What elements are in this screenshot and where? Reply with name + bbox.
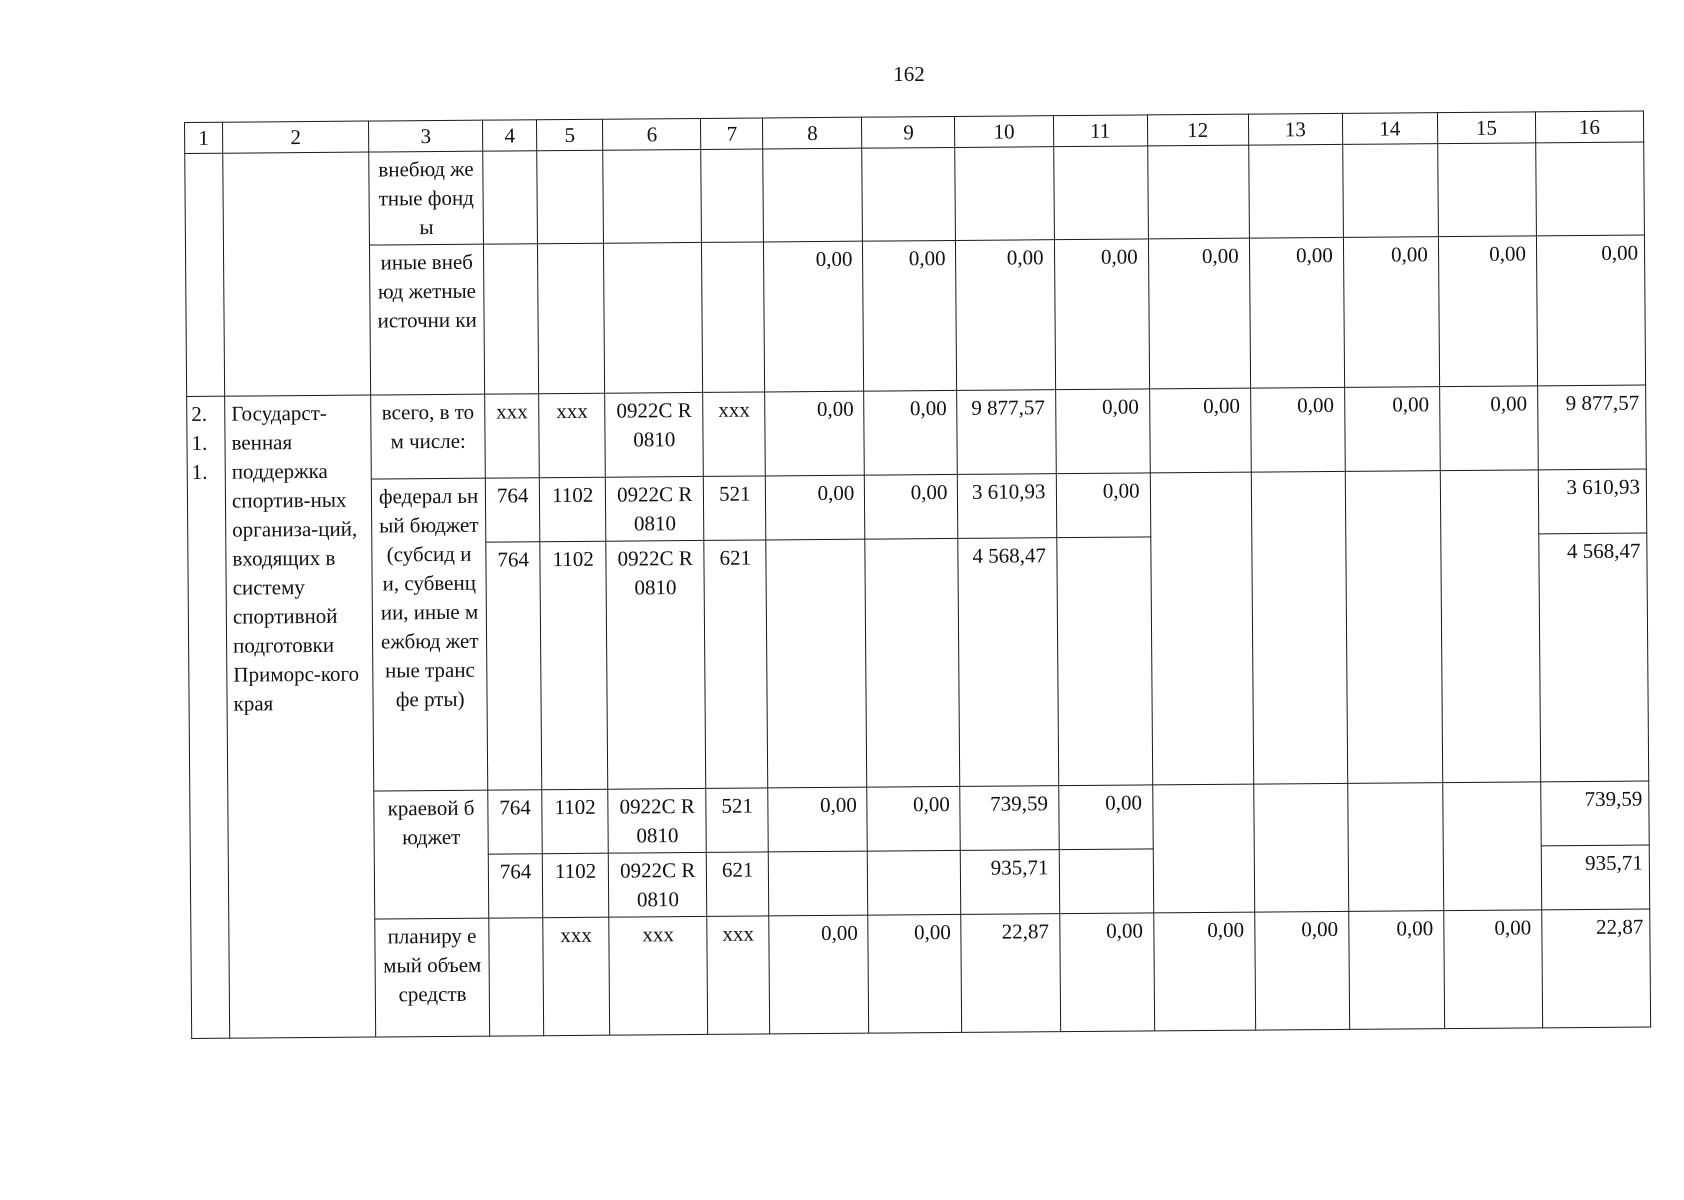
amount-cell: 0,00 xyxy=(765,391,865,476)
table-cell xyxy=(1443,782,1542,911)
table-cell xyxy=(484,244,539,394)
amount-cell: 3 610,93 xyxy=(1538,469,1647,534)
amount-cell: 0,00 xyxy=(769,915,869,1034)
code-cell: 764 xyxy=(488,790,543,854)
header-cell: 4 xyxy=(483,120,537,151)
header-cell: 6 xyxy=(603,118,701,150)
header-cell: 1 xyxy=(185,122,223,153)
amount-cell: 0,00 xyxy=(764,241,864,392)
code-cell: 1102 xyxy=(540,477,607,542)
table-cell xyxy=(603,149,702,243)
amount-cell: 3 610,93 xyxy=(958,474,1057,539)
table-cell xyxy=(1437,143,1536,237)
funding-source-cell: планиру емый объем средств xyxy=(375,918,490,1037)
amount-cell: 0,00 xyxy=(1054,239,1149,390)
funding-source-cell: федерал ьный бюджет (субсид ии, субвенц ии, иные межбюд жетные трансфе рты) xyxy=(371,478,488,791)
code-cell: 621 xyxy=(707,852,770,916)
table-cell xyxy=(1150,472,1254,785)
table-cell xyxy=(955,147,1054,241)
amount-cell: 4 568,47 xyxy=(1539,533,1649,782)
code-cell: 621 xyxy=(704,540,768,788)
funding-source-cell: внебюд жетные фонды xyxy=(369,151,484,245)
amount-cell: 739,59 xyxy=(960,786,1059,851)
amount-cell: 0,00 xyxy=(766,475,866,540)
table-row-federal-521 xyxy=(187,469,1646,544)
row-name-cell-empty xyxy=(223,152,371,396)
funding-source-cell: всего, в том числе: xyxy=(371,394,486,479)
table-row-vnebudg-fondy xyxy=(185,142,1645,246)
table-cell xyxy=(769,851,869,916)
table-cell xyxy=(1347,783,1443,912)
code-cell: xxx xyxy=(707,916,770,1034)
code-cell: 1102 xyxy=(542,853,609,918)
amount-cell: 0,00 xyxy=(1250,387,1345,472)
code-cell: xxx xyxy=(543,917,610,1036)
amount-cell: 0,00 xyxy=(956,240,1055,391)
amount-cell: 935,71 xyxy=(961,850,1060,915)
code-cell: 0922C R0810 xyxy=(606,540,706,789)
amount-cell: 0,00 xyxy=(1056,473,1151,538)
amount-cell: 0,00 xyxy=(1249,237,1344,388)
code-cell: 521 xyxy=(706,788,769,852)
amount-cell: 9 877,57 xyxy=(957,390,1056,475)
table-cell xyxy=(604,242,703,393)
table-row-vsego xyxy=(187,385,1647,480)
code-cell: 0922C R0810 xyxy=(606,476,705,541)
amount-cell: 0,00 xyxy=(867,786,961,851)
header-cell: 13 xyxy=(1248,113,1342,145)
amount-cell: 0,00 xyxy=(1058,785,1153,850)
amount-cell: 0,00 xyxy=(865,474,959,539)
table-cell xyxy=(868,850,962,915)
amount-cell: 0,00 xyxy=(1254,911,1349,1030)
table-cell xyxy=(763,148,863,242)
row-number-cell-empty xyxy=(185,153,225,396)
amount-cell: 0,00 xyxy=(1536,235,1645,386)
amount-cell: 0,00 xyxy=(863,240,957,391)
funding-source-cell: иные внебюд жетные источни ки xyxy=(370,244,485,395)
table-cell xyxy=(1342,144,1438,238)
header-cell: 8 xyxy=(763,117,862,149)
table-cell xyxy=(702,242,765,392)
amount-cell: 0,00 xyxy=(1148,238,1250,389)
code-cell: 764 xyxy=(486,542,542,790)
header-cell: 2 xyxy=(223,121,369,153)
header-cell: 5 xyxy=(537,119,603,151)
amount-cell: 935,71 xyxy=(1541,845,1650,910)
table-cell xyxy=(1059,849,1154,914)
header-cell: 11 xyxy=(1053,115,1147,147)
table-cell xyxy=(865,538,960,787)
code-cell: 0922C R0810 xyxy=(609,852,708,917)
page-number: 162 xyxy=(893,62,925,86)
amount-cell: 9 877,57 xyxy=(1537,385,1646,470)
table-cell xyxy=(1147,145,1249,239)
table-cell xyxy=(537,150,604,244)
amount-cell: 0,00 xyxy=(1444,910,1543,1029)
amount-cell: 4 568,47 xyxy=(958,538,1058,787)
table-cell xyxy=(701,149,764,242)
amount-cell: 0,00 xyxy=(1055,389,1150,474)
funding-source-cell: краевой бюджет xyxy=(374,790,489,919)
table-cell xyxy=(1440,470,1541,783)
budget-table xyxy=(184,111,1651,1039)
table-row-kraevoy-521 xyxy=(190,781,1649,856)
amount-cell: 0,00 xyxy=(1348,911,1444,1030)
code-cell: xxx xyxy=(703,392,766,476)
amount-cell: 0,00 xyxy=(1439,386,1538,471)
item-name-cell: Государст-венная поддержка спортив-ных организа-ций, входящих в систему спортивной подготовки Приморс-кого края xyxy=(225,395,376,1038)
code-cell: 1102 xyxy=(540,541,608,790)
amount-cell: 0,00 xyxy=(768,787,868,852)
header-cell: 7 xyxy=(701,118,763,149)
table-cell xyxy=(1248,144,1343,238)
table-cell xyxy=(483,151,538,244)
table-row-inye-vnebudg xyxy=(185,235,1645,396)
amount-cell: 0,00 xyxy=(1344,387,1440,472)
header-cell: 10 xyxy=(955,116,1053,148)
table-cell xyxy=(1536,142,1645,236)
amount-cell: 0,00 xyxy=(1153,912,1255,1031)
header-cell: 3 xyxy=(369,120,483,152)
amount-cell: 0,00 xyxy=(1149,388,1251,473)
table-cell xyxy=(1253,783,1348,912)
code-cell: xxx xyxy=(539,393,606,478)
amount-cell: 22,87 xyxy=(1542,909,1651,1028)
code-cell: 0922C R0810 xyxy=(608,788,707,853)
table-cell xyxy=(766,539,867,788)
code-cell: 764 xyxy=(485,478,540,542)
table-cell xyxy=(489,918,544,1036)
amount-cell: 739,59 xyxy=(1541,781,1650,846)
table-cell xyxy=(538,243,605,394)
table-cell xyxy=(1053,146,1148,240)
table-row-planiruemy xyxy=(191,909,1651,1038)
header-cell: 14 xyxy=(1342,113,1437,145)
amount-cell: 0,00 xyxy=(1438,236,1537,387)
header-cell: 16 xyxy=(1535,111,1643,143)
code-cell: xxx xyxy=(609,916,708,1035)
header-cell: 15 xyxy=(1437,112,1535,144)
table-cell xyxy=(1345,471,1443,784)
code-cell: 764 xyxy=(488,854,543,918)
header-cell: 12 xyxy=(1147,114,1248,146)
amount-cell: 0,00 xyxy=(1343,237,1439,388)
code-cell: 1102 xyxy=(542,789,609,854)
budget-table-wrapper xyxy=(184,111,1651,1039)
table-cell xyxy=(1251,471,1348,784)
code-cell: 0922C R0810 xyxy=(605,392,704,477)
code-cell: xxx xyxy=(485,394,540,478)
item-number-cell: 2. 1. 1. xyxy=(187,396,230,1038)
table-cell xyxy=(1056,537,1152,786)
amount-cell: 0,00 xyxy=(864,390,958,475)
amount-cell: 22,87 xyxy=(961,914,1060,1033)
header-cell: 9 xyxy=(862,116,955,148)
code-cell: 521 xyxy=(704,476,767,540)
amount-cell: 0,00 xyxy=(868,914,962,1033)
amount-cell: 0,00 xyxy=(1059,913,1154,1032)
table-cell xyxy=(1152,784,1254,913)
table-cell xyxy=(862,147,956,241)
